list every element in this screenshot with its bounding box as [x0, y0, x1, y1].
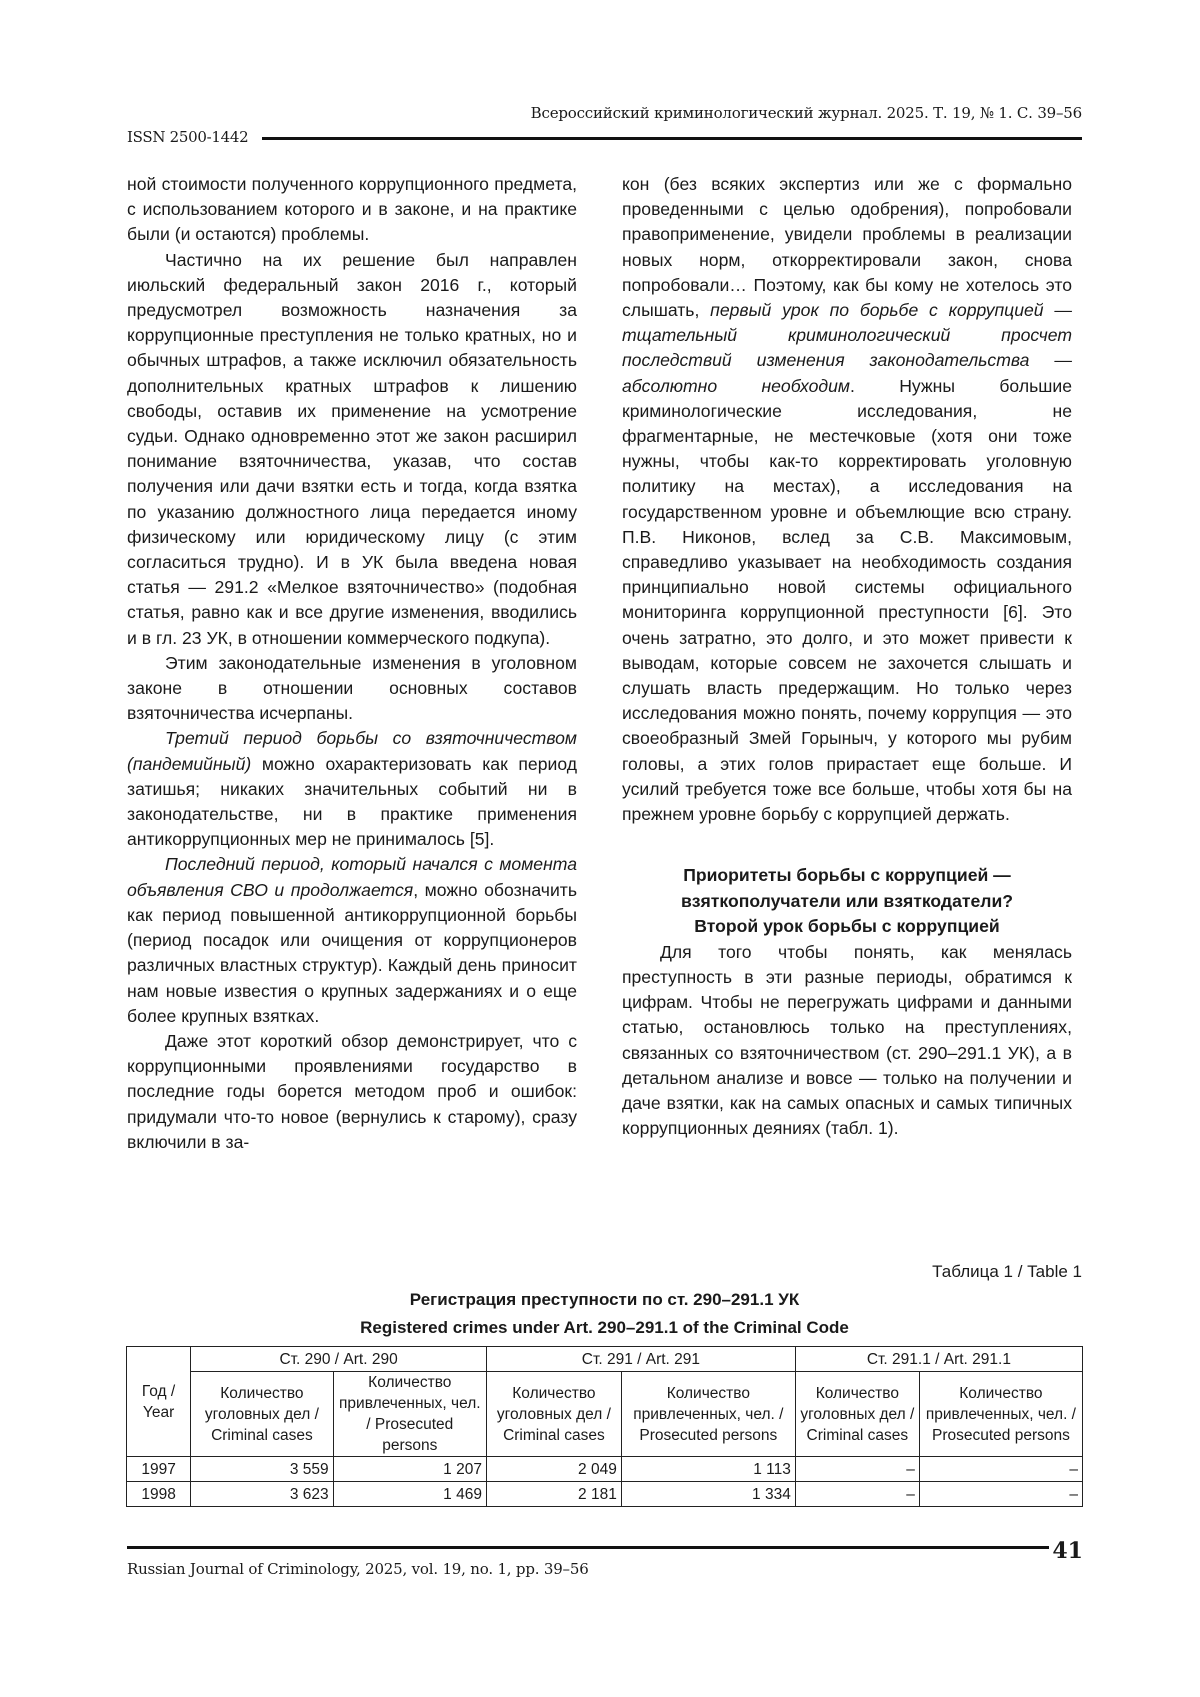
emphasis-text: Последний период, который начался с момента объявления СВО и продолжается	[127, 854, 577, 900]
subheader-criminal-cases: Количество уголовных дел / Criminal cases	[486, 1372, 621, 1457]
value-cell: 3 623	[191, 1482, 333, 1507]
table-row	[127, 1482, 1083, 1507]
year-header: Год / Year	[127, 1347, 191, 1457]
table-subheader-row	[127, 1372, 1083, 1457]
section-heading-line: Второй урок борьбы с коррупцией	[694, 916, 1000, 937]
table-label: Таблица 1 / Table 1	[932, 1262, 1082, 1281]
paragraph: Для того чтобы понять, как менялась преступность в эти разные периоды, обратимся к цифрам. Чтобы не перегружать цифрами и данными статью, остановлюсь только на преступлениях, связанных со взяточничеством (ст. 290–291.1 УК), а в детальном анализе и вовсе — только на получении и даче взятки, как на самых опасных и самых типичных коррупционных деяниях (табл. 1).	[622, 941, 1072, 1139]
value-cell: 2 049	[486, 1457, 621, 1482]
issn-label: ISSN 2500-1442	[127, 128, 249, 146]
paragraph	[127, 726, 577, 852]
section-heading-line: взяткополучатели или взяткодатели?	[680, 890, 1014, 911]
year-cell: 1997	[127, 1457, 191, 1482]
paragraph: Этим законодательные изменения в уголовном законе в отношении основных составов взяточничества исчерпаны.	[127, 652, 577, 724]
section-heading-line: Приоритеты борьбы с коррупцией —	[683, 865, 1011, 886]
running-header-journal: Всероссийский криминологический журнал. 2025. Т. 19, № 1. С. 39–56	[530, 104, 1082, 122]
footer-rule	[127, 1546, 1049, 1549]
paragraph: ной стоимости полученного коррупционного предмета, с использованием которого и в законе, и на практике были (и остаются) проблемы.	[127, 174, 577, 245]
header-rule	[262, 137, 1082, 140]
value-cell: –	[919, 1457, 1082, 1482]
paragraph-text: , можно обозначить как период повышенной антикоррупционной борьбы (период посадок или очищения от коррупционеров различных властных структур). Каждый день приносит нам новые известия о крупных задержаниях и о еще более крупных взятках.	[127, 879, 577, 1026]
paragraph: Даже этот короткий обзор демонстрирует, что с коррупционными проявлениями государство в последние годы борется методом проб и ошибок: придумали что-то новое (вернулись к старому), сразу включили в за-	[127, 1030, 577, 1152]
emphasis-text: Третий период борьбы со взяточничеством (пандемийный)	[127, 728, 577, 774]
table-title-en: Registered crimes under Art. 290–291.1 of the Criminal Code	[360, 1318, 849, 1337]
table-title-ru: Регистрация преступности по ст. 290–291.1 УК	[409, 1290, 800, 1309]
emphasis-text: первый урок по борьбе с коррупцией — тщательный криминологический просчет последствий изменения законодательства — абсолютно необходим	[622, 300, 1072, 396]
value-cell: 1 469	[333, 1482, 486, 1507]
year-cell: 1998	[127, 1482, 191, 1507]
value-cell: 1 207	[333, 1457, 486, 1482]
value-cell: 1 334	[621, 1482, 795, 1507]
value-cell: 3 559	[191, 1457, 333, 1482]
subheader-prosecuted-persons: Количество привлеченных, чел. / Prosecuted persons	[333, 1372, 486, 1457]
paragraph-text: можно охарактеризовать как период затишья; никаких значительных событий ни в законодательстве, ни в практике применения антикоррупционных мер не принималось [5].	[127, 753, 577, 850]
section-heading	[622, 863, 1072, 940]
left-column	[127, 172, 577, 1155]
group-header-art291: Ст. 291 / Art. 291	[486, 1347, 795, 1372]
paragraph	[622, 172, 1072, 827]
subheader-prosecuted-persons: Количество привлеченных, чел. / Prosecuted persons	[621, 1372, 795, 1457]
group-header-art291-1: Ст. 291.1 / Art. 291.1	[795, 1347, 1082, 1372]
value-cell: –	[795, 1482, 919, 1507]
paragraph	[127, 852, 577, 1028]
paragraph: Частично на их решение был направлен июльский федеральный закон 2016 г., который предусмотрел возможность назначения за коррупционные преступления не только кратных, но и обычных штрафов, а также исключил обязательность дополнительных кратных штрафов к лишению свободы, оставив их применение на усмотрение судьи. Однако одновременно этот же закон расширил понимание взяточничества, указав, что состав получения или дачи взятки есть и тогда, когда взятка по указанию должностного лица передается иному физическому или юридическому лицу (с этим согласиться трудно). И в УК была введена новая статья — 291.2 «Мелкое взяточничество» (подобная статья, равно как и все другие изменения, вводились и в гл. 23 УК, в отношении коммерческого подкупа).	[127, 249, 577, 648]
running-footer-journal: Russian Journal of Criminology, 2025, vol. 19, no. 1, pp. 39–56	[127, 1560, 589, 1578]
paragraph-text: . Нужны большие криминологические исследования, не фрагментарные, не местечковые (хотя они тоже нужны, чтобы как-то корректировать уголовную политику на местах), а исследования на государственном уровне и объемлющие всю страну. П.В. Никонов, вслед за С.В. Максимовым, справедливо указывает на необходимость создания принципиально новой системы официального мониторинга коррупционной преступности [6]. Это очень затратно, это долго, и это может привести к выводам, которые совсем не захочется слышать и слушать власть предержащим. Но только через исследования можно понять, почему коррупция — это своеобразный Змей Горыныч, у которого мы рубим головы, а этих голов прирастает еще больше. И усилий требуется тоже все больше, чтобы хотя бы на прежнем уровне борьбу с коррупцией держать.	[622, 375, 1072, 825]
value-cell: –	[795, 1457, 919, 1482]
value-cell: 1 113	[621, 1457, 795, 1482]
value-cell: –	[919, 1482, 1082, 1507]
crime-registration-table	[126, 1346, 1083, 1507]
subheader-criminal-cases: Количество уголовных дел / Criminal cases	[795, 1372, 919, 1457]
subheader-prosecuted-persons: Количество привлеченных, чел. / Prosecuted persons	[919, 1372, 1082, 1457]
value-cell: 2 181	[486, 1482, 621, 1507]
group-header-art290: Ст. 290 / Art. 290	[191, 1347, 487, 1372]
subheader-criminal-cases: Количество уголовных дел / Criminal cases	[191, 1372, 333, 1457]
table-header-row	[127, 1347, 1083, 1372]
page-number: 41	[1052, 1538, 1083, 1564]
right-column	[622, 172, 1072, 1141]
paragraph-text: кон (без всяких экспертиз или же с формально проведенными с целью одобрения), попробовали правоприменение, увидели проблемы в реализации новых норм, откорректировали закон, снова попробовали… Поэтому, как бы кому не хотелось это слышать,	[622, 174, 1072, 321]
table-row	[127, 1457, 1083, 1482]
